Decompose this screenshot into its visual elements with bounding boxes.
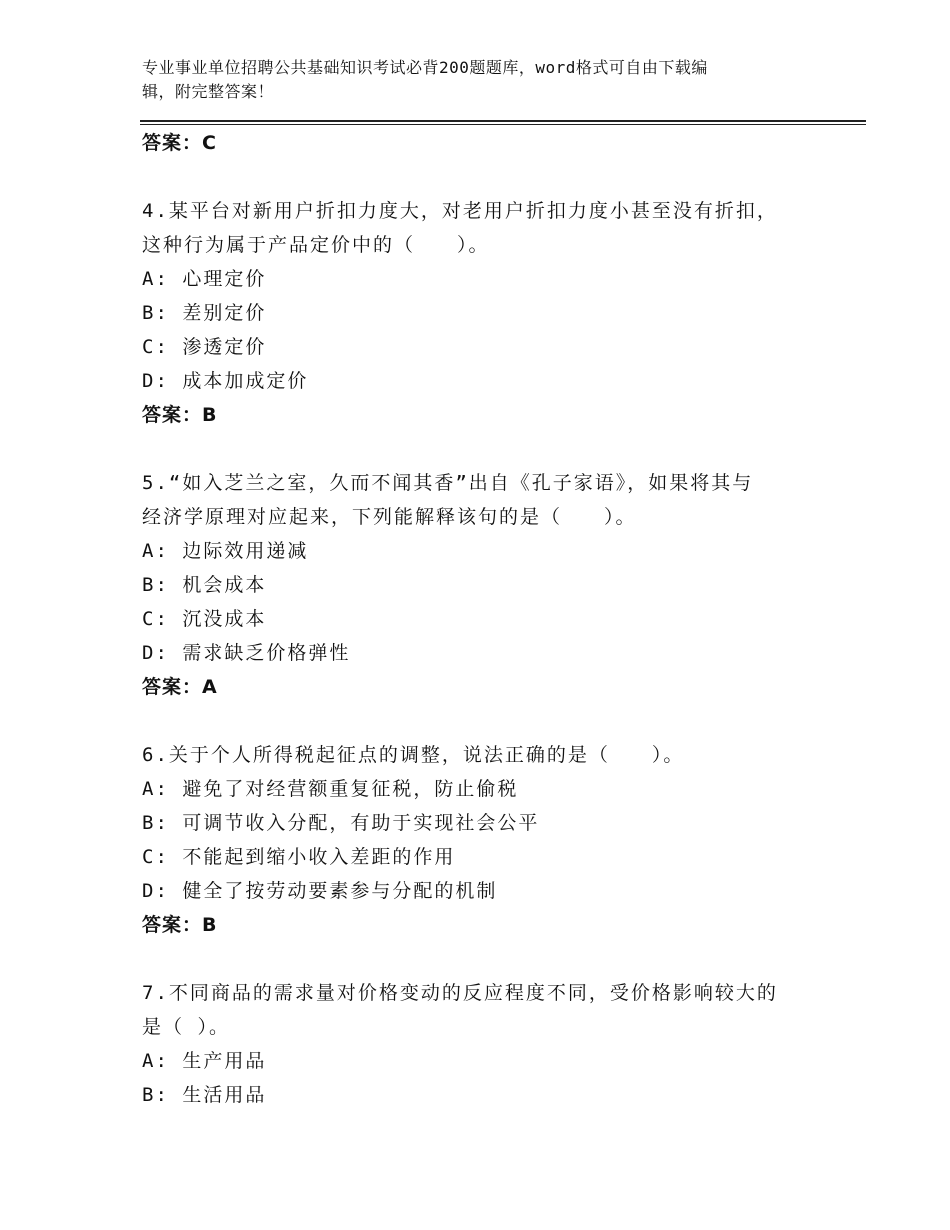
answer-line: 答案：B xyxy=(142,914,218,936)
header-line-2: 辑，附完整答案！ xyxy=(142,82,275,101)
option-d: D: 需求缺乏价格弹性 xyxy=(142,642,351,664)
option-b: B: 差别定价 xyxy=(142,302,267,324)
answer-line: 答案：B xyxy=(142,404,218,426)
option-a: A: 避免了对经营额重复征税，防止偷税 xyxy=(142,778,519,800)
header-rule-thick xyxy=(140,120,866,122)
option-a: A: 生产用品 xyxy=(142,1050,267,1072)
question-block xyxy=(142,466,802,704)
answer-line: 答案：A xyxy=(142,676,218,698)
option-b: B: 可调节收入分配，有助于实现社会公平 xyxy=(142,812,540,834)
option-a: A: 边际效用递减 xyxy=(142,540,309,562)
option-d: D: 健全了按劳动要素参与分配的机制 xyxy=(142,880,498,902)
answer-line: 答案：C xyxy=(142,132,217,154)
option-a: A: 心理定价 xyxy=(142,268,267,290)
option-c: C: 渗透定价 xyxy=(142,336,267,358)
option-d: D: 成本加成定价 xyxy=(142,370,309,392)
option-c: C: 不能起到缩小收入差距的作用 xyxy=(142,846,456,868)
header-line-1: 专业事业单位招聘公共基础知识考试必背200题题库，word格式可自由下载编 xyxy=(142,58,708,77)
question-text: 5.“如入芝兰之室，久而不闻其香”出自《孔子家语》，如果将其与 经济学原理对应起来，下列能解释该句的是（ ）。 xyxy=(142,472,754,528)
page-header xyxy=(142,56,802,104)
option-b: B: 生活用品 xyxy=(142,1084,267,1106)
header-rule-thin xyxy=(140,124,866,125)
question-block xyxy=(142,976,802,1112)
question-block xyxy=(142,738,802,942)
option-b: B: 机会成本 xyxy=(142,574,267,596)
question-text: 4.某平台对新用户折扣力度大，对老用户折扣力度小甚至没有折扣， 这种行为属于产品定价中的（ ）。 xyxy=(142,200,778,256)
question-text: 6.关于个人所得税起征点的调整，说法正确的是（ ）。 xyxy=(142,744,685,766)
question-text: 7.不同商品的需求量对价格变动的反应程度不同，受价格影响较大的 是（ ）。 xyxy=(142,982,778,1038)
document-body xyxy=(142,126,802,1112)
option-c: C: 沉没成本 xyxy=(142,608,267,630)
question-block xyxy=(142,194,802,432)
